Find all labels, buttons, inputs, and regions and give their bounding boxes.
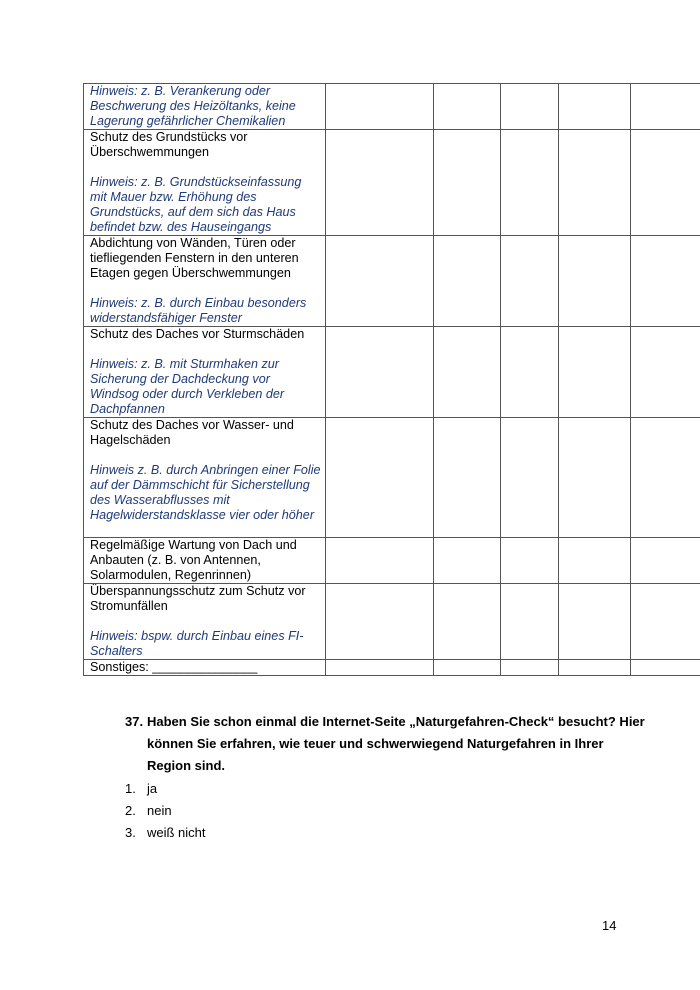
measure-cell	[84, 84, 326, 130]
answer-options	[125, 778, 206, 844]
answer-cell[interactable]	[326, 418, 434, 538]
answer-cell[interactable]	[501, 130, 559, 236]
table-row	[84, 130, 700, 236]
answer-cell[interactable]	[434, 538, 501, 584]
table-row	[84, 236, 700, 327]
measure-cell	[84, 130, 326, 236]
answer-cell[interactable]	[434, 84, 501, 130]
answer-cell[interactable]	[631, 84, 700, 130]
answer-cell[interactable]	[326, 236, 434, 327]
answer-cell[interactable]	[559, 660, 631, 676]
answer-cell[interactable]	[326, 584, 434, 660]
answer-cell[interactable]	[434, 236, 501, 327]
measures-table	[83, 83, 700, 676]
measure-cell	[84, 584, 326, 660]
answer-label: ja	[147, 781, 158, 796]
question-number: 37.	[125, 714, 144, 729]
answer-number: 2.	[125, 803, 136, 818]
answer-cell[interactable]	[501, 418, 559, 538]
measure-cell	[84, 327, 326, 418]
answer-cell[interactable]	[326, 84, 434, 130]
measure-cell	[84, 236, 326, 327]
answer-cell[interactable]	[631, 130, 700, 236]
measure-cell	[84, 660, 326, 676]
answer-cell[interactable]	[501, 538, 559, 584]
answer-cell[interactable]	[559, 538, 631, 584]
measure-label: Schutz des Grundstücks vor Überschwemmungen	[90, 130, 248, 159]
answer-cell[interactable]	[434, 660, 501, 676]
answer-cell[interactable]	[631, 584, 700, 660]
answer-cell[interactable]	[434, 130, 501, 236]
answer-cell[interactable]	[501, 327, 559, 418]
measure-hint: Hinweis z. B. durch Anbringen einer Folie auf der Dämmschicht für Sicherstellung des Wasserabflusses mit Hagelwiderstandsklasse vier oder höher	[90, 463, 321, 522]
table-row	[84, 327, 700, 418]
measure-hint: Hinweis: z. B. durch Einbau besonders widerstandsfähiger Fenster	[90, 296, 307, 325]
measure-label: Überspannungsschutz zum Schutz vor Stromunfällen	[90, 584, 306, 613]
answer-cell[interactable]	[631, 538, 700, 584]
table-row	[84, 538, 700, 584]
answer-number: 3.	[125, 825, 136, 840]
answer-cell[interactable]	[559, 130, 631, 236]
measure-cell	[84, 418, 326, 538]
measure-hint: Hinweis: z. B. mit Sturmhaken zur Sicherung der Dachdeckung vor Windsog oder durch Verkleben der Dachpfannen	[90, 357, 285, 416]
question-37	[125, 711, 645, 777]
answer-cell[interactable]	[501, 660, 559, 676]
answer-cell[interactable]	[434, 418, 501, 538]
measure-label: Abdichtung von Wänden, Türen oder tiefliegenden Fenstern in den unteren Etagen gegen Überschwemmungen	[90, 236, 299, 280]
answer-cell[interactable]	[326, 130, 434, 236]
answer-cell[interactable]	[501, 236, 559, 327]
answer-cell[interactable]	[559, 84, 631, 130]
table-row	[84, 660, 700, 676]
answer-cell[interactable]	[326, 538, 434, 584]
answer-cell[interactable]	[326, 660, 434, 676]
measure-hint: Hinweis: z. B. Grundstückseinfassung mit Mauer bzw. Erhöhung des Grundstücks, auf dem sich das Haus befindet bzw. des Hauseingangs	[90, 175, 302, 234]
measure-hint: Hinweis: z. B. Verankerung oder Beschwerung des Heizöltanks, keine Lagerung gefährlicher Chemikalien	[90, 84, 296, 128]
answer-cell[interactable]	[434, 584, 501, 660]
question-text: Haben Sie schon einmal die Internet-Seite „Naturgefahren-Check“ besucht? Hier können Sie erfahren, wie teuer und schwerwiegend Naturgefahren in Ihrer Region sind.	[147, 714, 645, 773]
answer-label: weiß nicht	[147, 825, 206, 840]
table-row	[84, 418, 700, 538]
measure-cell	[84, 538, 326, 584]
page-number: 14	[602, 918, 617, 933]
answer-option-weiss-nicht[interactable]	[125, 822, 206, 844]
measure-label: Regelmäßige Wartung von Dach und Anbauten (z. B. von Antennen, Solarmodulen, Regenrinnen)	[90, 538, 297, 582]
table-row	[84, 84, 700, 130]
answer-label: nein	[147, 803, 172, 818]
answer-cell[interactable]	[559, 584, 631, 660]
answer-cell[interactable]	[559, 418, 631, 538]
answer-option-ja[interactable]	[125, 778, 206, 800]
answer-cell[interactable]	[501, 584, 559, 660]
answer-cell[interactable]	[631, 327, 700, 418]
answer-cell[interactable]	[326, 327, 434, 418]
answer-cell[interactable]	[434, 327, 501, 418]
measure-hint: Hinweis: bspw. durch Einbau eines FI-Schalters	[90, 629, 304, 658]
measure-label: Sonstiges: _______________	[90, 660, 258, 674]
answer-cell[interactable]	[631, 418, 700, 538]
answer-cell[interactable]	[559, 327, 631, 418]
measure-label: Schutz des Daches vor Wasser- und Hagelschäden	[90, 418, 294, 447]
answer-cell[interactable]	[631, 236, 700, 327]
answer-cell[interactable]	[559, 236, 631, 327]
answer-number: 1.	[125, 781, 136, 796]
answer-cell[interactable]	[631, 660, 700, 676]
answer-option-nein[interactable]	[125, 800, 206, 822]
table-row	[84, 584, 700, 660]
answer-cell[interactable]	[501, 84, 559, 130]
measure-label: Schutz des Daches vor Sturmschäden	[90, 327, 305, 341]
